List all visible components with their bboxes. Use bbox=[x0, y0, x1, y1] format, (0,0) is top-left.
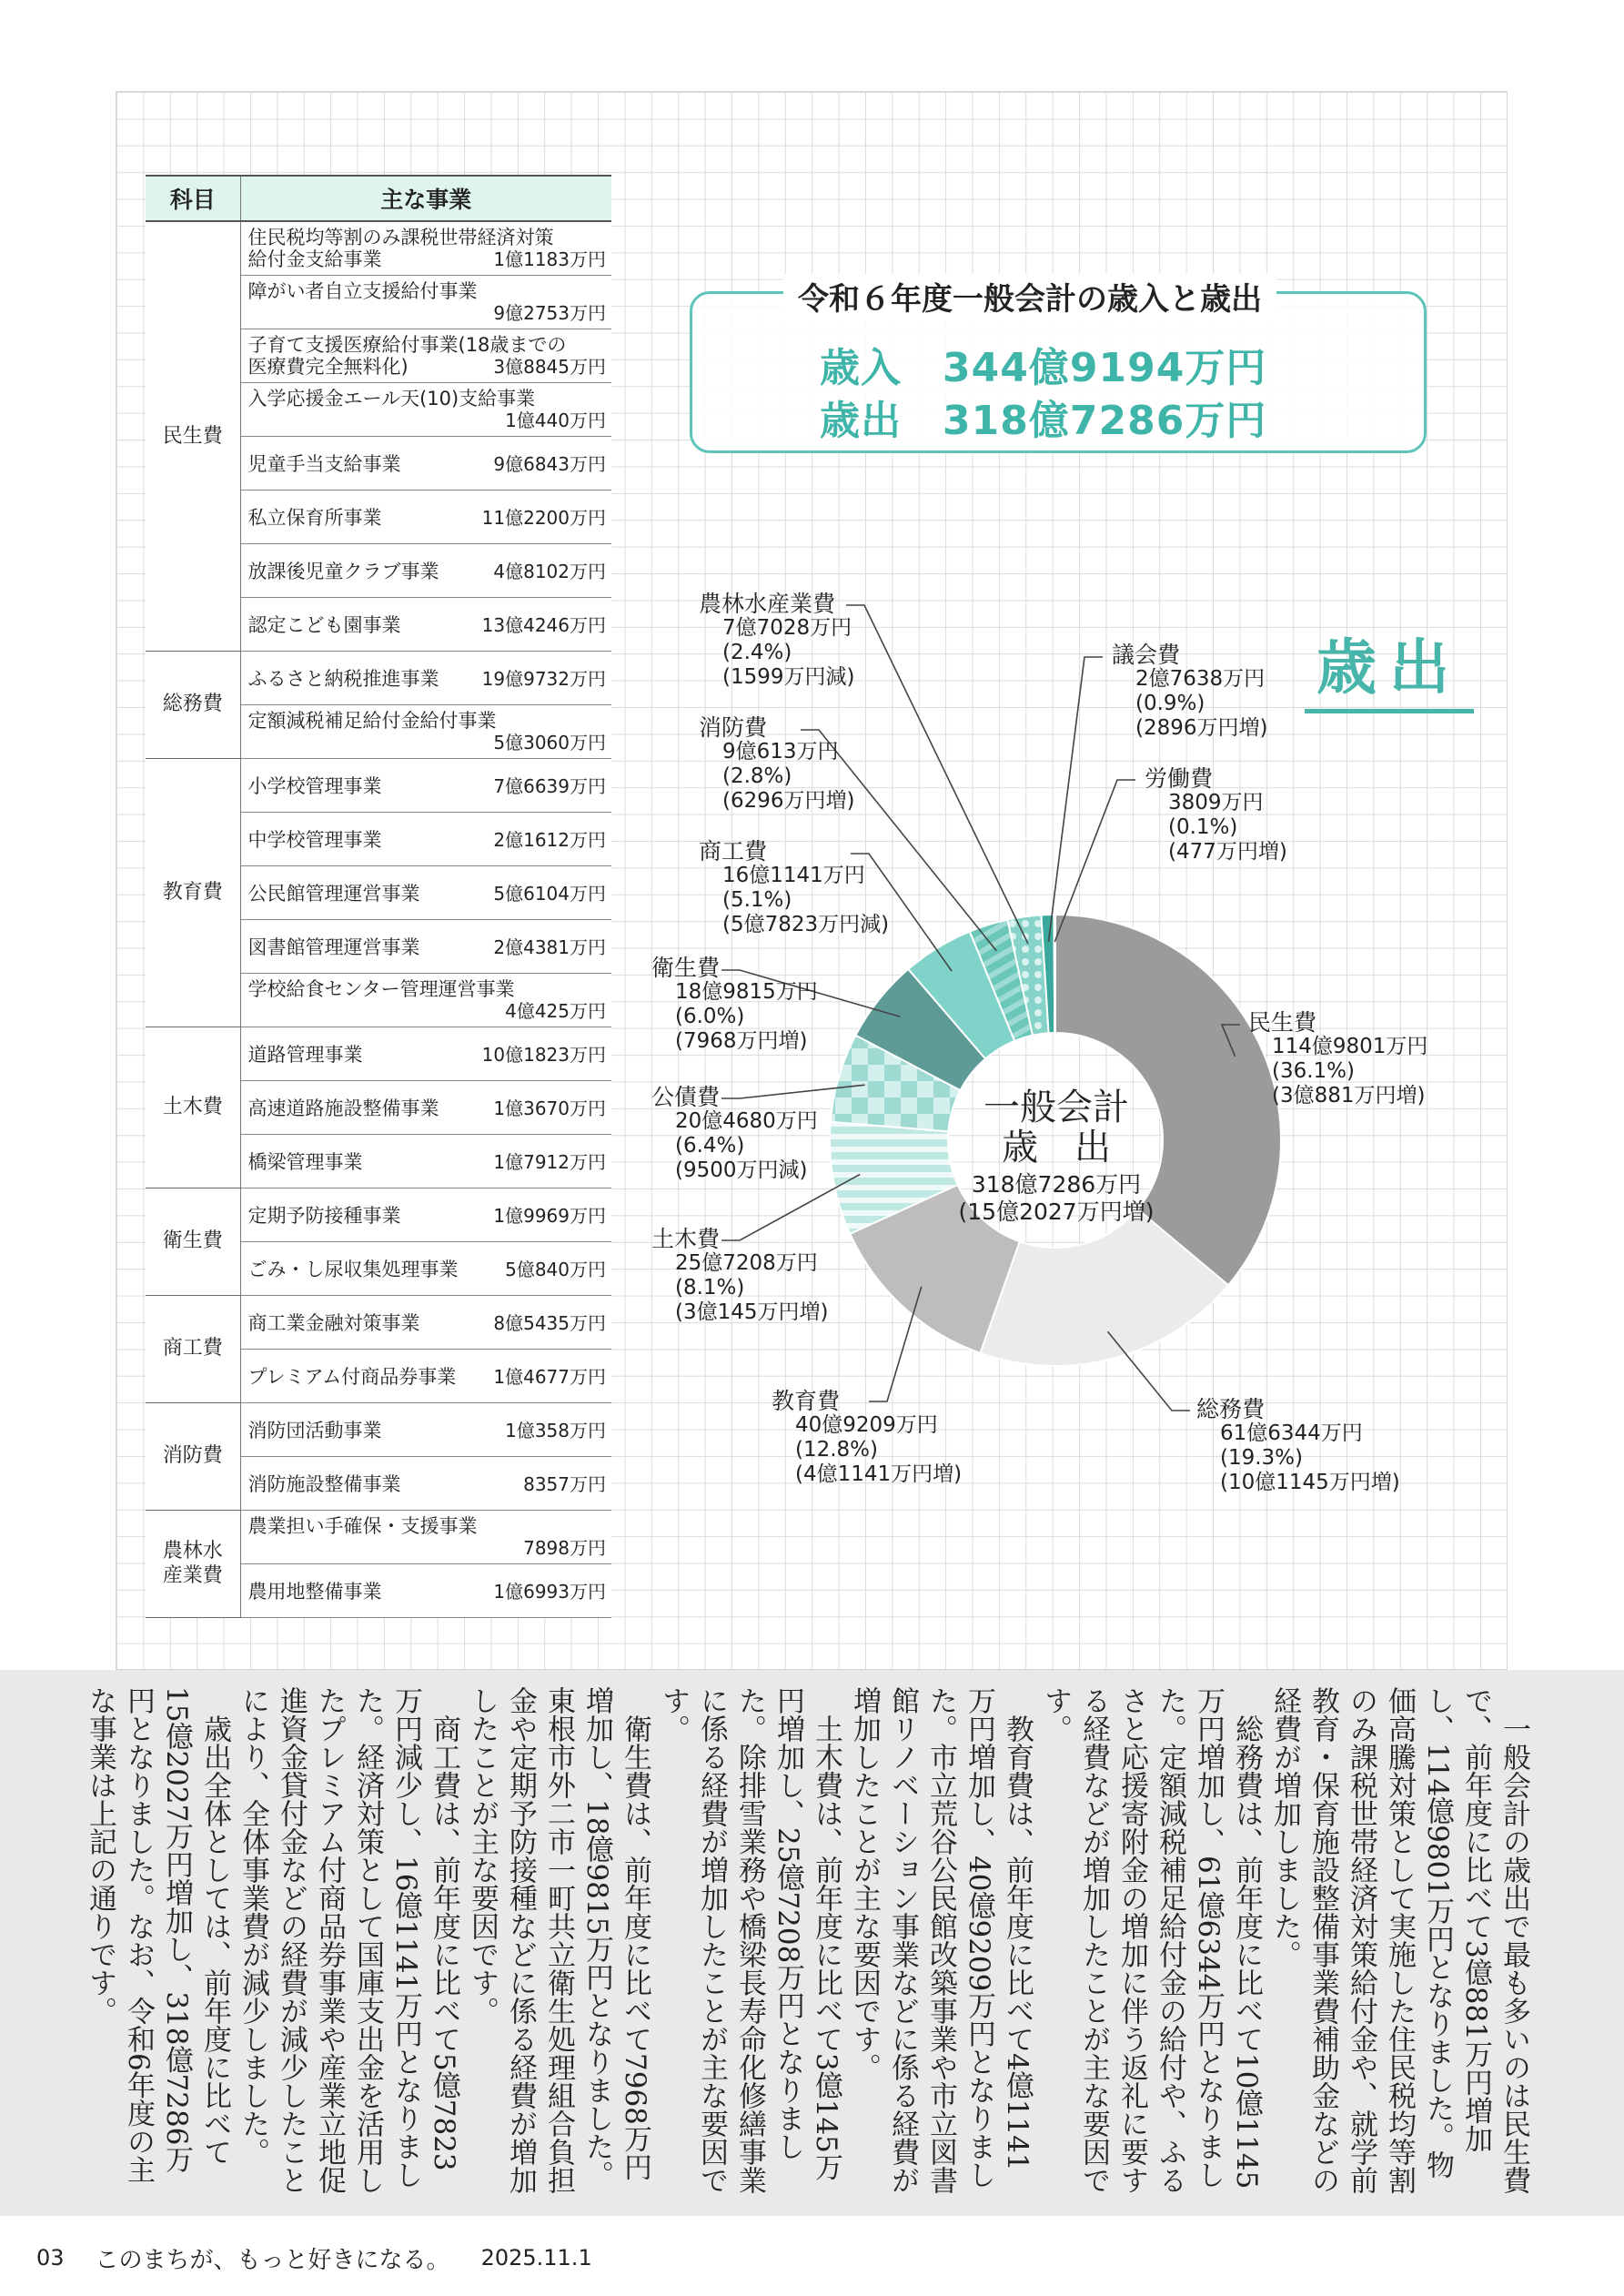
slice-label-農林水産業費 bbox=[699, 592, 854, 690]
slice-name: 民生費 bbox=[1248, 1009, 1317, 1036]
slice-label-商工費 bbox=[699, 839, 889, 937]
slice-amount: 7億7028万円 bbox=[722, 616, 852, 640]
paragraph: 総務費は、前年度に比べて10億1145万円増加し、61億6344万円となりました。定額減税補足給付金の給付や、ふるさと応援寄附金の増加に伴う返礼に要する経費などが増加したことが主な要因です。 bbox=[1039, 1686, 1263, 2194]
slice-label-衛生費 bbox=[651, 956, 818, 1054]
center-total: 318億7286万円 bbox=[971, 1171, 1142, 1198]
paragraph: 一般会計の歳出で最も多いのは民生費で、前年度に比べて3億881万円増加し、114億9801万円となりました。物価高騰対策として実施した住民税均等割のみ課税世帯経済対策給付金や、就学前教育・保育施設整備事業費補助金などの経費が増加しました。 bbox=[1268, 1686, 1530, 2194]
slice-amount: 2億7638万円 bbox=[1135, 667, 1266, 691]
slice-percent: (19.3%) bbox=[1220, 1446, 1304, 1470]
category-cell: 民生費 bbox=[146, 221, 240, 651]
slice-change: (10億1145万円増) bbox=[1220, 1471, 1400, 1494]
project-amount: 5億840万円 bbox=[505, 1259, 606, 1280]
project-name: 定期予防接種事業 bbox=[247, 1204, 401, 1227]
center-change: (15億2027万円増) bbox=[958, 1199, 1155, 1225]
project-name: 放課後児童クラブ事業 bbox=[247, 560, 439, 582]
project-amount: 9億2753万円 bbox=[493, 301, 606, 324]
slice-label-議会費 bbox=[1112, 642, 1267, 741]
project-amount: 8357万円 bbox=[523, 1473, 606, 1495]
project-name: 図書館管理運営事業 bbox=[247, 936, 420, 958]
project-amount: 9億6843万円 bbox=[493, 453, 606, 475]
section-heading: 歳出 bbox=[1305, 619, 1474, 713]
paragraph: 教育費は、前年度に比べて4億1141万円増加し、40億9209万円となりました。市立荒谷公民館改築事業や市立図書館リノベーション事業などに係る経費が増加したことが主な要因です。 bbox=[848, 1686, 1034, 2194]
project-amount: 2億4381万円 bbox=[493, 936, 606, 958]
slice-name: 土木費 bbox=[651, 1226, 721, 1252]
slice-amount: 40億9209万円 bbox=[795, 1413, 938, 1437]
footer bbox=[36, 2240, 592, 2276]
project-name: 公民館管理運営事業 bbox=[247, 882, 420, 905]
project-name: ふるさと納税推進事業 bbox=[247, 667, 439, 690]
slice-label-総務費 bbox=[1196, 1397, 1400, 1495]
revenue-value: 344億9194万円 bbox=[943, 345, 1267, 391]
project-name-cont: 給付金支給事業 bbox=[247, 248, 382, 270]
slice-name: 農林水産業費 bbox=[699, 591, 836, 617]
slice-amount: 9億613万円 bbox=[722, 740, 839, 764]
project-amount: 1億3670万円 bbox=[493, 1097, 606, 1119]
paragraph: 衛生費は、前年度に比べて7968万円増加し、18億9815万円となりました。東根市外二市一町共立衛生処理組合負担金や定期予防接種などに係る経費が増加したことが主な要因です。 bbox=[466, 1686, 651, 2194]
leader-line-議会費 bbox=[1048, 657, 1103, 942]
issue-date: 2025.11.1 bbox=[480, 2245, 592, 2271]
project-name: 高速道路施設整備事業 bbox=[247, 1097, 439, 1119]
donut-center-label bbox=[951, 1087, 1162, 1226]
project-name: 農業担い手確保・支援事業 bbox=[247, 1514, 478, 1537]
category-cell: 土木費 bbox=[146, 1027, 240, 1188]
slice-change: (3億881万円増) bbox=[1272, 1084, 1426, 1108]
project-name: 橋梁管理事業 bbox=[247, 1150, 363, 1173]
slice-change: (5億7823万円減) bbox=[722, 913, 890, 936]
project-amount: 1億6993万円 bbox=[493, 1581, 606, 1603]
explanation-panel bbox=[0, 1670, 1624, 2216]
project-name: プレミアム付商品券事業 bbox=[247, 1365, 457, 1388]
project-name: 商工業金融対策事業 bbox=[247, 1311, 420, 1334]
paragraph: 土木費は、前年度に比べて3億145万円増加し、25億7208万円となりました。除排雪業務や橋梁長寿命化修繕事業に係る経費が増加したことが主な要因です。 bbox=[657, 1686, 842, 2194]
project-amount: 1億4677万円 bbox=[493, 1366, 606, 1388]
header-projects: 主な事業 bbox=[240, 176, 611, 221]
category-cell: 教育費 bbox=[146, 758, 240, 1027]
page-number: 03 bbox=[36, 2245, 65, 2271]
project-name: 私立保育所事業 bbox=[247, 506, 382, 529]
slice-amount: 18億9815万円 bbox=[675, 980, 818, 1004]
revenue-label: 歳入 bbox=[820, 345, 902, 391]
slice-label-公債費 bbox=[651, 1085, 818, 1183]
slice-percent: (5.1%) bbox=[722, 888, 792, 912]
project-amount: 3億8845万円 bbox=[493, 355, 606, 378]
slice-amount: 20億4680万円 bbox=[675, 1109, 818, 1133]
project-name: 児童手当支給事業 bbox=[247, 452, 401, 475]
slice-name: 消防費 bbox=[699, 714, 768, 741]
slice-percent: (12.8%) bbox=[795, 1438, 879, 1462]
project-amount: 7億6639万円 bbox=[493, 775, 606, 797]
slice-name: 議会費 bbox=[1112, 642, 1181, 668]
slice-amount: 16億1141万円 bbox=[722, 864, 865, 887]
project-name: 入学応援金エール天(10)支給事業 bbox=[247, 387, 536, 410]
project-name: 農用地整備事業 bbox=[247, 1580, 382, 1603]
category-cell: 衛生費 bbox=[146, 1188, 240, 1295]
header-category: 科目 bbox=[146, 176, 240, 221]
project-amount: 1億1183万円 bbox=[493, 248, 606, 270]
slice-percent: (0.9%) bbox=[1135, 692, 1205, 715]
summary-title: 令和６年度一般会計の歳入と歳出 bbox=[783, 274, 1276, 319]
center-label-2: 歳出 bbox=[1002, 1127, 1147, 1168]
explanation-text bbox=[59, 1686, 1533, 2196]
slice-change: (7968万円増) bbox=[675, 1029, 808, 1053]
project-amount: 11億2200万円 bbox=[481, 507, 606, 529]
slice-percent: (2.4%) bbox=[722, 641, 792, 664]
slice-change: (477万円増) bbox=[1168, 840, 1287, 864]
project-name: 消防団活動事業 bbox=[247, 1419, 382, 1441]
expenditure-label: 歳出 bbox=[820, 398, 902, 444]
project-amount: 1億7912万円 bbox=[493, 1151, 606, 1173]
slice-change: (2896万円増) bbox=[1135, 716, 1268, 740]
category-cell: 商工費 bbox=[146, 1295, 240, 1402]
slice-amount: 3809万円 bbox=[1168, 791, 1264, 814]
slice-label-教育費 bbox=[772, 1389, 962, 1487]
paragraph: 歳出全体としては、前年度に比べて15億2027万円増加し、318億7286万円となりました。なお、令和6年度の主な事業は上記の通りです。 bbox=[84, 1686, 231, 2184]
slice-percent: (8.1%) bbox=[675, 1276, 745, 1300]
project-amount: 10億1823万円 bbox=[481, 1044, 606, 1066]
project-name: 定額減税補足給付金給付事業 bbox=[247, 709, 497, 732]
slice-name: 公債費 bbox=[651, 1084, 721, 1110]
slice-percent: (36.1%) bbox=[1272, 1059, 1356, 1083]
project-amount: 4億8102万円 bbox=[493, 561, 606, 582]
slice-name: 商工費 bbox=[699, 838, 768, 865]
footer-slogan: このまちが、もっと好きになる。 bbox=[95, 2246, 450, 2274]
slice-percent: (0.1%) bbox=[1168, 815, 1238, 839]
project-amount: 19億9732万円 bbox=[481, 668, 606, 690]
slice-percent: (2.8%) bbox=[722, 764, 792, 788]
slice-amount: 114億9801万円 bbox=[1272, 1035, 1428, 1058]
project-name: 住民税均等割のみ課税世帯経済対策 bbox=[247, 226, 554, 248]
slice-percent: (6.0%) bbox=[675, 1005, 745, 1028]
slice-労働費 bbox=[1054, 915, 1055, 1033]
project-amount: 5億6104万円 bbox=[493, 883, 606, 905]
project-name: 道路管理事業 bbox=[247, 1043, 363, 1066]
slice-percent: (6.4%) bbox=[675, 1134, 745, 1158]
center-label-1: 一般会計 bbox=[983, 1087, 1129, 1128]
slice-change: (9500万円減) bbox=[675, 1158, 808, 1182]
slice-label-土木費 bbox=[651, 1227, 828, 1325]
slice-name: 労働費 bbox=[1145, 765, 1214, 792]
project-amount: 8億5435万円 bbox=[493, 1312, 606, 1334]
project-name: 障がい者自立支援給付事業 bbox=[247, 279, 478, 302]
project-name: 子育て支援医療給付事業(18歳までの bbox=[247, 333, 567, 356]
slice-amount: 25億7208万円 bbox=[675, 1251, 818, 1275]
expenditure-value: 318億7286万円 bbox=[943, 398, 1267, 444]
slice-label-労働費 bbox=[1145, 766, 1287, 865]
project-name: 中学校管理事業 bbox=[247, 828, 382, 851]
category-cell: 総務費 bbox=[146, 651, 240, 758]
slice-change: (6296万円増) bbox=[722, 789, 855, 813]
project-name-cont: 医療費完全無料化) bbox=[247, 355, 409, 378]
project-name: ごみ・し尿収集処理事業 bbox=[247, 1258, 459, 1280]
project-name: 認定こども園事業 bbox=[247, 613, 401, 636]
project-amount: 1億440万円 bbox=[505, 409, 606, 431]
slice-name: 衛生費 bbox=[651, 955, 721, 981]
paragraph: 商工費は、前年度に比べて5億7823万円減少し、16億1141万円となりました。経済対策として国庫支出金を活用したプレミアム付商品券事業や産業立地促進資金貸付金などの経費が減少したことにより、全体事業費が減少しました。 bbox=[237, 1686, 460, 2194]
project-amount: 7898万円 bbox=[523, 1536, 606, 1559]
project-amount: 1億9969万円 bbox=[493, 1205, 606, 1227]
category-cell: 消防費 bbox=[146, 1402, 240, 1510]
project-amount: 4億425万円 bbox=[505, 999, 606, 1022]
project-amount: 5億3060万円 bbox=[493, 731, 606, 754]
slice-change: (3億145万円増) bbox=[675, 1300, 829, 1324]
project-name: 消防施設整備事業 bbox=[247, 1472, 401, 1495]
slice-name: 総務費 bbox=[1196, 1396, 1266, 1422]
slice-amount: 61億6344万円 bbox=[1220, 1421, 1363, 1445]
project-name: 学校給食センター管理運営事業 bbox=[247, 977, 515, 1000]
project-name: 小学校管理事業 bbox=[247, 774, 382, 797]
project-amount: 2億1612万円 bbox=[493, 829, 606, 851]
slice-name: 教育費 bbox=[772, 1388, 841, 1414]
category-cell: 農林水産業費 bbox=[146, 1510, 240, 1617]
slice-change: (1599万円減) bbox=[722, 665, 855, 689]
slice-label-民生費 bbox=[1248, 1010, 1427, 1108]
slice-change: (4億1141万円増) bbox=[795, 1462, 963, 1486]
project-amount: 1億358万円 bbox=[505, 1420, 606, 1441]
slice-label-消防費 bbox=[699, 715, 854, 814]
project-amount: 13億4246万円 bbox=[481, 614, 606, 636]
